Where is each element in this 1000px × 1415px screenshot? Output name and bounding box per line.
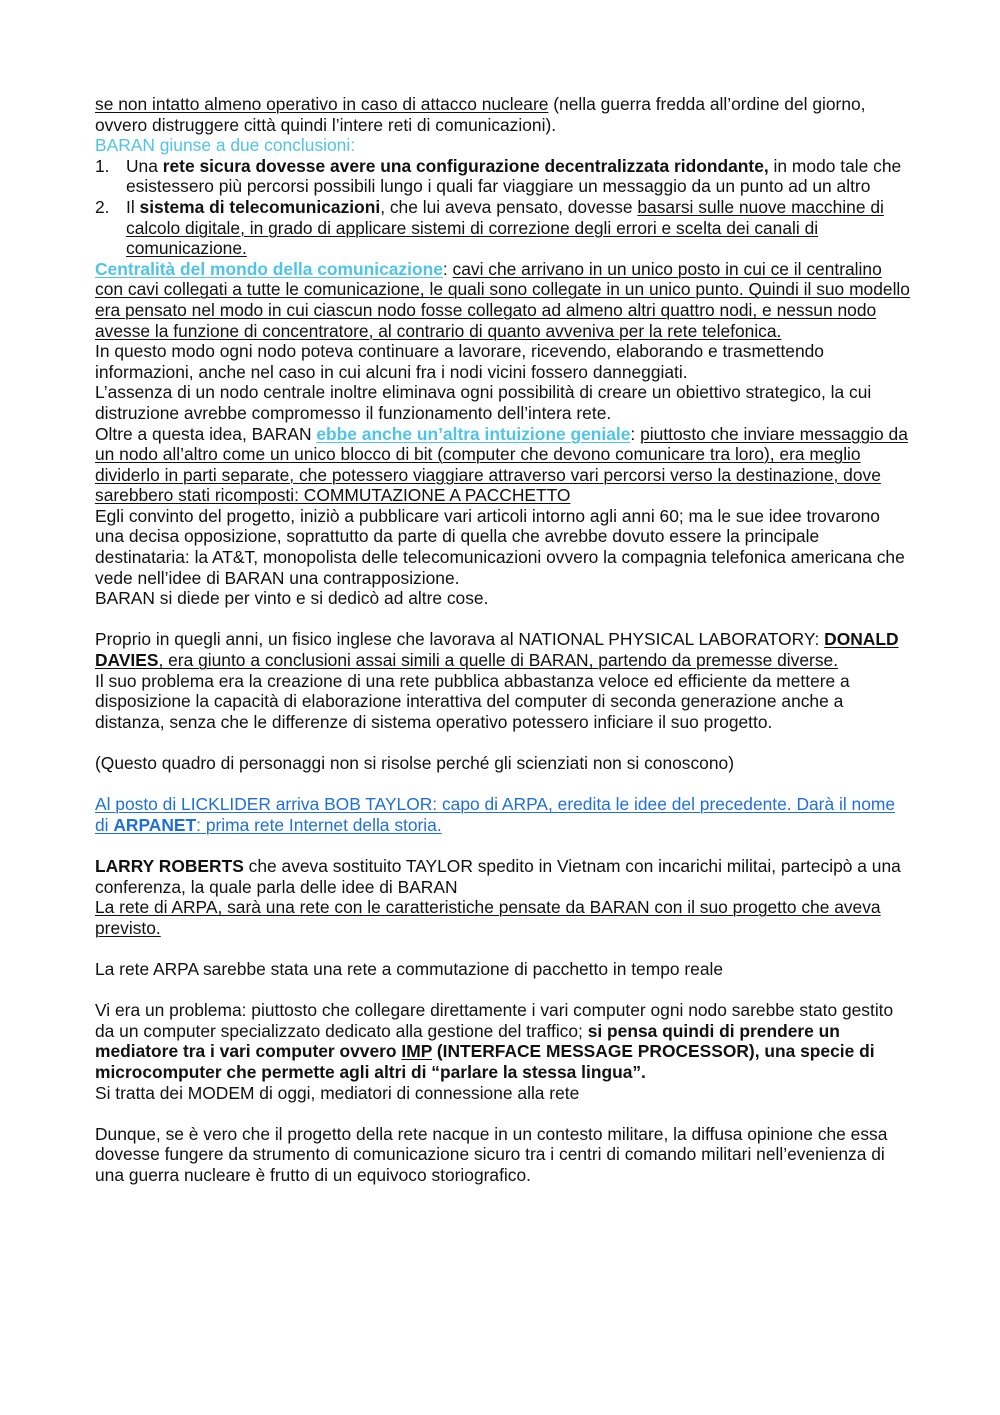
- roberts-text: che aveva sostituito TAYLOR spedito in Vietnam con incarichi militai, partecipò a una conferenza, la quale parla delle idee di BARAN: [95, 855, 901, 897]
- document-page: [95, 94, 910, 1185]
- assenza-paragraph: L’assenza di un nodo centrale inoltre eliminava ogni possibilità di creare un obiettivo strategico, la cui distruzione avrebbe compromesso il funzionamento dell’intera rete.: [95, 382, 872, 423]
- intuizione-paragraph: [95, 424, 910, 506]
- roberts-underlined: La rete di ARPA, sarà una rete con le caratteristiche pensate da BARAN con il suo progetto che aveva previsto.: [95, 897, 881, 938]
- roberts-name: LARRY ROBERTS: [95, 855, 244, 876]
- list-number: 1.: [95, 155, 110, 176]
- intuizione-pre: Oltre a questa idea, BARAN: [95, 423, 317, 444]
- imp-acronym: IMP: [401, 1041, 432, 1062]
- spacer: [95, 609, 910, 630]
- taylor-paragraph: [95, 794, 910, 835]
- intro-rest: (nella guerra fredda all’ordine del giorno, ovvero distruggere città quindi l’intere reti di comunicazioni).: [95, 94, 866, 135]
- spacer: [95, 835, 910, 856]
- spacer: [95, 732, 910, 753]
- list-item-text: , che lui aveva pensato, dovesse: [380, 196, 638, 217]
- egli-paragraph: Egli convinto del progetto, iniziò a pubblicare vari articoli intorno agli anni 60; ma le sue idee trovarono una decisa opposizione, soprattutto da parte di quella che avrebbe dovuto essere la principale destinataria: la AT&T, monopolista delle telecomunicazioni ovvero la compagnia telefonica americana che vede nell’idee di BARAN una contrapposizione.: [95, 505, 905, 588]
- list-item-text: in modo tale che esistessero più percorsi possibili lungo i quali far viaggiare un messaggio da un punto ad un altro: [126, 155, 902, 197]
- quadro-paragraph: (Questo quadro di personaggi non si risolse perché gli scienziati non si conoscono): [95, 753, 734, 773]
- taylor-pre: Al posto di LICKLIDER arriva BOB TAYLOR: capo di ARPA, eredita le idee del precedente. Darà il nome di: [95, 794, 896, 835]
- imp-paragraph: [95, 1000, 910, 1082]
- imp-bold: (INTERFACE MESSAGE PROCESSOR), una specie di microcomputer che permette agli altri di “parlare la stessa lingua”.: [95, 1041, 875, 1082]
- centralita-text: cavi che arrivano in un unico posto in cui ce il centralino con cavi collegati a tutte le comunicazione, le quali sono collegate in un unico punto. Quindi il suo modello era pensato nel modo in cui ciascun nodo fosse collegato ad almeno altri quattro nodi, e nessun nodo avesse la funzione di concentratore, al contrario di quanto avveniva per la rete telefonica.: [95, 258, 910, 341]
- separator: :: [630, 423, 641, 444]
- taylor-post: : prima rete Internet della storia.: [196, 814, 442, 835]
- separator: :: [442, 258, 453, 279]
- list-item: [95, 197, 910, 259]
- problema-paragraph: Il suo problema era la creazione di una rete pubblica abbastanza veloce ed efficiente da mettere a disposizione la capacità di elaborazione interattiva del computer di seconda generazione anche a distanza, senza che le differenze di sistema operativo potessero inficiare il suo progetto.: [95, 670, 850, 732]
- intuizione-label: ebbe anche un’altra intuizione geniale: [316, 423, 631, 444]
- intro-underlined: se non intatto almeno operativo in caso di attacco nucleare: [95, 94, 549, 114]
- list-item-text: Il: [126, 196, 140, 217]
- list-item-underlined: basarsi sulle nuove macchine di calcolo digitale, in grado di applicare sistemi di correzione degli errori e scelta dei canali di comunicazione.: [126, 196, 884, 259]
- imp-pre: Vi era un problema: piuttosto che collegare direttamente i vari computer ogni nodo sarebbe stato gestito da un computer specializzato dedicato alla gestione del traffico;: [95, 1000, 894, 1041]
- intro-paragraph: [95, 94, 910, 135]
- roberts-paragraph: [95, 856, 910, 897]
- spacer: [95, 774, 910, 795]
- davies-intro: Proprio in quegli anni, un fisico inglese che lavorava al NATIONAL PHYSICAL LABORATORY:: [95, 629, 825, 650]
- list-item: [95, 156, 910, 197]
- list-item-text: Una: [126, 155, 163, 176]
- dunque-paragraph: Dunque, se è vero che il progetto della rete nacque in un contesto militare, la diffusa opinione che essa dovesse fungere da strumento di comunicazione sicuro tra i centri di comando militari nell’evenienza di una guerra nucleare è frutto di un equivoco storiografico.: [95, 1123, 888, 1185]
- davies-text: , era giunto a conclusioni assai simili a quelle di BARAN, partendo da premesse diverse.: [158, 650, 839, 671]
- spacer: [95, 1103, 910, 1124]
- spacer: [95, 980, 910, 1001]
- arpanet-label: ARPANET: [113, 814, 197, 835]
- modem-paragraph: Si tratta dei MODEM di oggi, mediatori di connessione alla rete: [95, 1082, 580, 1103]
- imp-bold: si pensa quindi di prendere un mediatore tra i vari computer ovvero: [95, 1020, 840, 1062]
- centralita-label: Centralità del mondo della comunicazione: [95, 258, 443, 279]
- list-item-bold: rete sicura dovesse avere una configurazione decentralizzata ridondante,: [162, 155, 769, 176]
- nodo-paragraph: In questo modo ogni nodo poteva continuare a lavorare, ricevendo, elaborando e trasmettendo informazioni, anche nel caso in cui alcuni fra i nodi vicini fossero danneggiati.: [95, 341, 824, 382]
- davies-paragraph: [95, 629, 910, 670]
- intuizione-text: piuttosto che inviare messaggio da un nodo all’altro come un unico blocco di bit (computer che devono comunicare tra loro), era meglio dividerlo in parti separate, che potessero viaggiare attraverso vari percorsi verso la destinazione, dove sarebbero stati ricomposti: COMMUTAZIONE A PACCHETTO: [95, 423, 908, 506]
- list-number: 2.: [95, 196, 110, 217]
- spacer: [95, 938, 910, 959]
- centralita-paragraph: [95, 259, 910, 341]
- arpa-paragraph: La rete ARPA sarebbe stata una rete a commutazione di pacchetto in tempo reale: [95, 958, 724, 979]
- vinto-paragraph: BARAN si diede per vinto e si dedicò ad altre cose.: [95, 588, 489, 609]
- baran-heading: BARAN giunse a due conclusioni:: [95, 135, 356, 156]
- davies-name: DONALD DAVIES: [95, 629, 899, 671]
- conclusions-list: [95, 156, 910, 259]
- list-item-bold: sistema di telecomunicazioni: [139, 196, 381, 217]
